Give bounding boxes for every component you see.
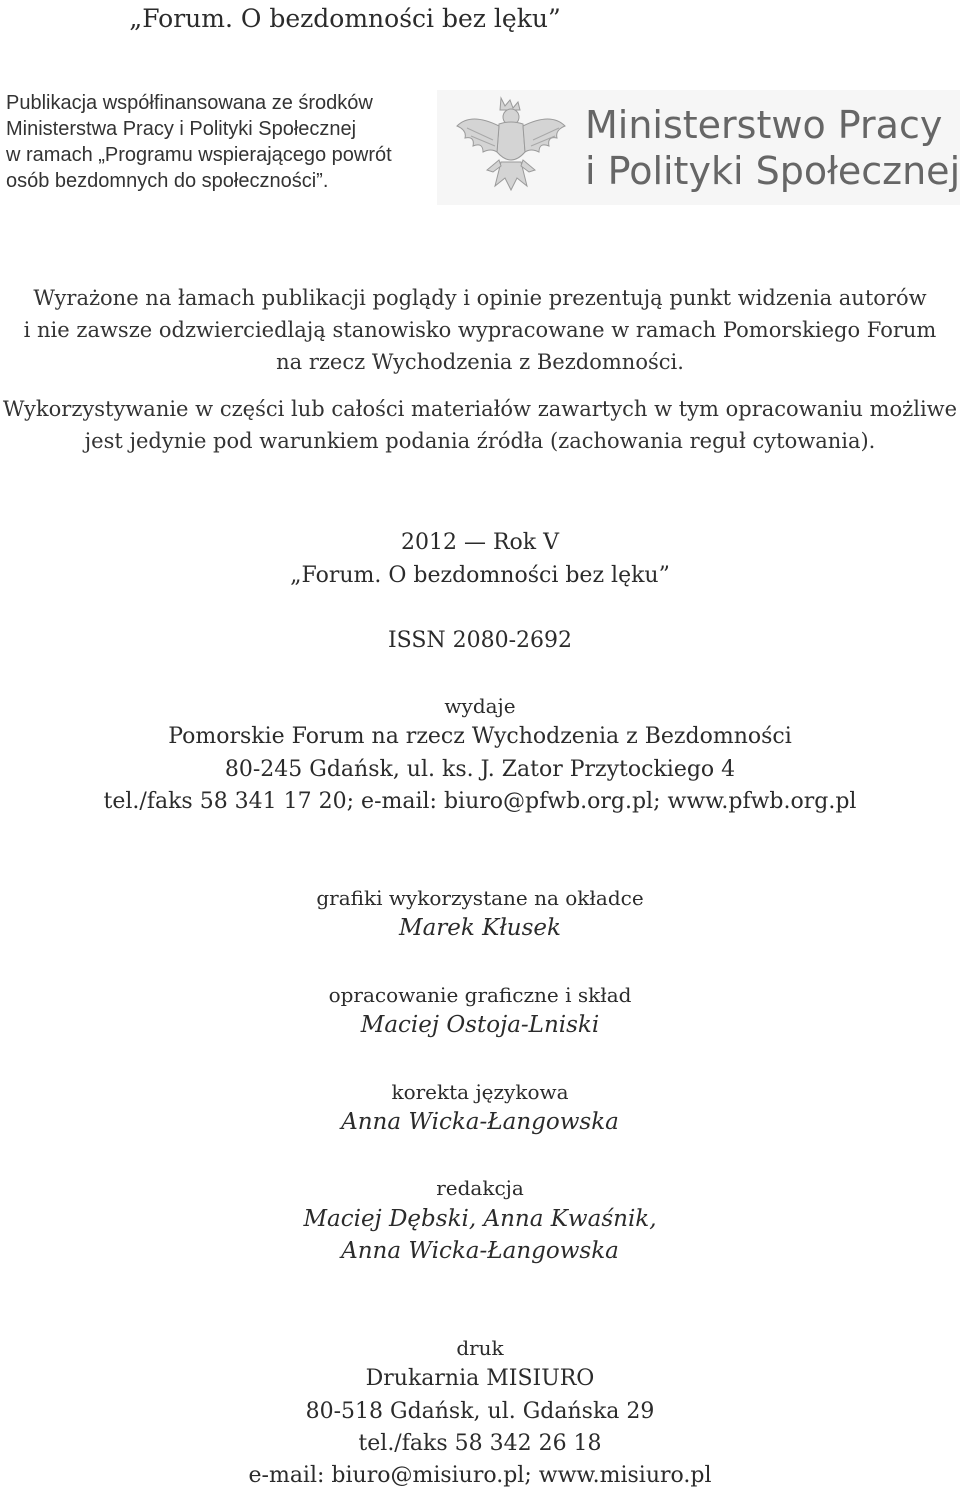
logo-line-2: i Polityki Społecznej bbox=[585, 149, 960, 193]
printer-contact: e-mail: biuro@misiuro.pl; www.misiuro.pl bbox=[248, 1463, 712, 1488]
printer-label: druk bbox=[456, 1336, 504, 1360]
ministry-logo-graphic bbox=[437, 90, 960, 205]
ministry-logo bbox=[437, 90, 960, 205]
proof-label: korekta językowa bbox=[391, 1080, 569, 1104]
editor-names-line: Maciej Dębski, Anna Kwaśnik, bbox=[303, 1206, 657, 1232]
editor-names-line: Anna Wicka-Łangowska bbox=[341, 1238, 619, 1264]
usage-line: Wykorzystywanie w części lub całości materiałów zawartych w tym opracowaniu możliwe bbox=[2, 397, 958, 421]
disclaimer-line: na rzecz Wychodzenia z Bezdomności. bbox=[276, 350, 684, 374]
funding-line: Ministerstwa Pracy i Polityki Społecznej bbox=[6, 118, 357, 140]
publisher-name: Pomorskie Forum na rzecz Wychodzenia z Bezdomności bbox=[168, 724, 792, 749]
publisher-contact: tel./faks 58 341 17 20; e-mail: biuro@pfwb.org.pl; www.pfwb.org.pl bbox=[103, 789, 857, 814]
printer-phone: tel./faks 58 342 26 18 bbox=[358, 1431, 602, 1456]
disclaimer-paragraph bbox=[0, 282, 960, 378]
usage-line: jest jedynie pod warunkiem podania źródła (zachowania reguł cytowania). bbox=[84, 429, 876, 453]
printer-address: 80-518 Gdańsk, ul. Gdańska 29 bbox=[305, 1399, 655, 1424]
journal-title: „Forum. O bezdomności bez lęku” bbox=[290, 563, 670, 588]
issn: ISSN 2080-2692 bbox=[387, 628, 573, 653]
printer-name: Drukarnia MISIURO bbox=[365, 1366, 595, 1391]
layout-name: Maciej Ostoja-Lniski bbox=[360, 1012, 600, 1038]
graphics-label: grafiki wykorzystane na okładce bbox=[316, 886, 644, 910]
publisher-address: 80-245 Gdańsk, ul. ks. J. Zator Przytockiego 4 bbox=[224, 757, 736, 782]
funding-line: Publikacja współfinansowana ze środków bbox=[6, 92, 373, 114]
funding-line: osób bezdomnych do społeczności”. bbox=[6, 170, 329, 192]
publisher-label: wydaje bbox=[444, 694, 516, 718]
logo-line-1: Ministerstwo Pracy bbox=[585, 103, 943, 147]
header-title: „Forum. O bezdomności bez lęku” bbox=[129, 4, 561, 33]
layout-label: opracowanie graficzne i skład bbox=[328, 983, 632, 1007]
funding-note bbox=[6, 90, 426, 194]
proof-name: Anna Wicka-Łangowska bbox=[341, 1109, 619, 1135]
editor-label: redakcja bbox=[436, 1176, 524, 1200]
disclaimer-line: Wyrażone na łamach publikacji poglądy i opinie prezentują punkt widzenia autorów bbox=[33, 286, 927, 310]
usage-paragraph bbox=[0, 393, 960, 457]
funding-line: w ramach „Programu wspierającego powrót bbox=[6, 144, 392, 166]
disclaimer-line: i nie zawsze odzwierciedlają stanowisko wypracowane w ramach Pomorskiego Forum bbox=[23, 318, 937, 342]
graphics-name: Marek Kłusek bbox=[399, 915, 561, 941]
year-line: 2012 — Rok V bbox=[401, 530, 559, 555]
